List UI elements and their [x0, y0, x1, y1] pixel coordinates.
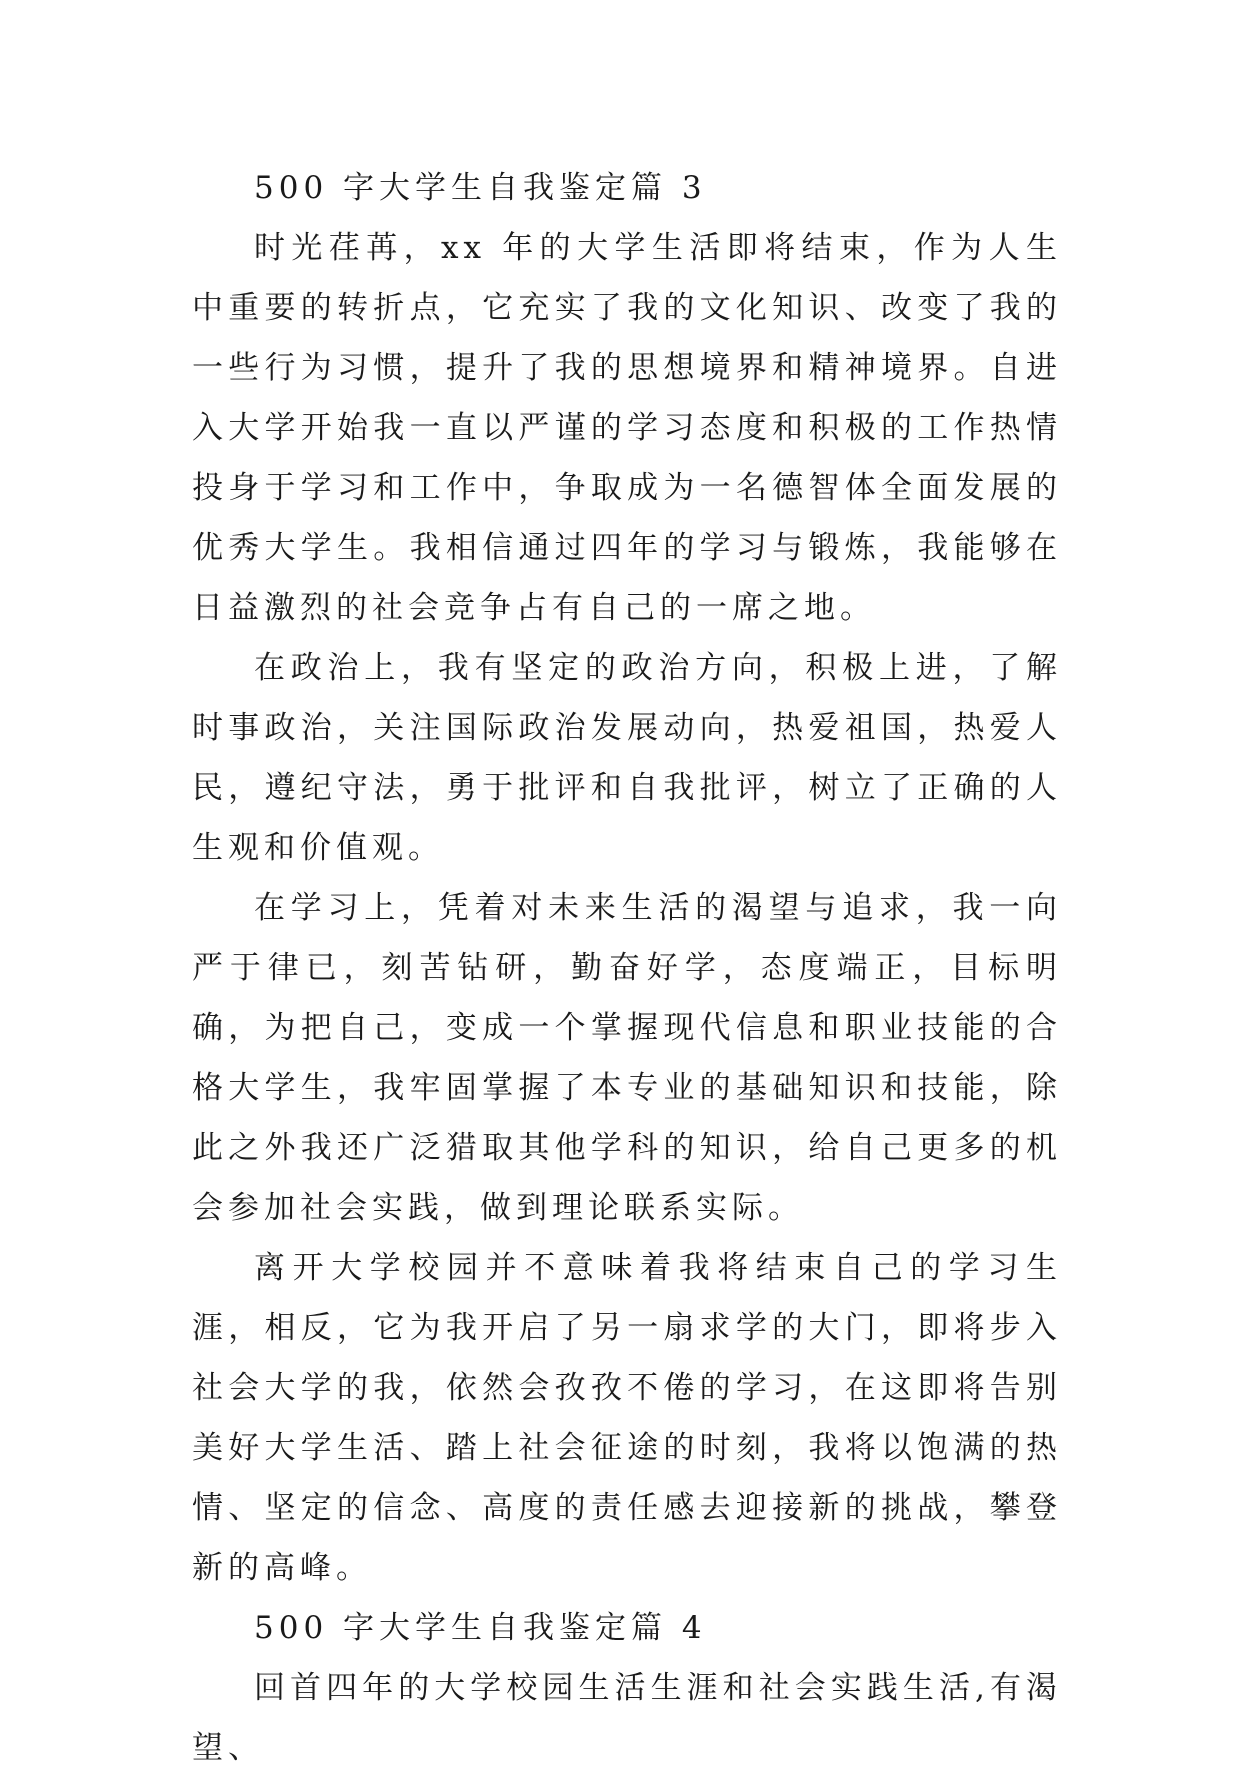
- section-heading: 500 字大学生自我鉴定篇 4: [254, 1610, 707, 1646]
- document-body: [192, 158, 1062, 1778]
- paragraph: 回首四年的大学校园生活生涯和社会实践生活,有渴望、: [192, 1670, 1062, 1766]
- paragraph: 在学习上，凭着对未来生活的渴望与追求，我一向严于律已，刻苦钻研，勤奋好学，态度端正，目标明确，为把自己，变成一个掌握现代信息和职业技能的合格大学生，我牢固掌握了本专业的基础知识和技能，除此之外我还广泛猎取其他学科的知识，给自己更多的机会参加社会实践，做到理论联系实际。: [192, 890, 1062, 1226]
- paragraph: 在政治上，我有坚定的政治方向，积极上进，了解时事政治，关注国际政治发展动向，热爱祖国，热爱人民，遵纪守法，勇于批评和自我批评，树立了正确的人生观和价值观。: [192, 650, 1062, 866]
- section-heading: 500 字大学生自我鉴定篇 3: [254, 170, 707, 206]
- paragraph: 时光荏苒，xx 年的大学生活即将结束，作为人生中重要的转折点，它充实了我的文化知识、改变了我的一些行为习惯，提升了我的思想境界和精神境界。自进入大学开始我一直以严谨的学习态度和积极的工作热情投身于学习和工作中，争取成为一名德智体全面发展的优秀大学生。我相信通过四年的学习与锻炼，我能够在日益激烈的社会竞争占有自己的一席之地。: [192, 230, 1062, 626]
- paragraph: 离开大学校园并不意味着我将结束自己的学习生涯，相反，它为我开启了另一扇求学的大门，即将步入社会大学的我，依然会孜孜不倦的学习，在这即将告别美好大学生活、踏上社会征途的时刻，我将以饱满的热情、坚定的信念、高度的责任感去迎接新的挑战，攀登新的高峰。: [192, 1250, 1062, 1586]
